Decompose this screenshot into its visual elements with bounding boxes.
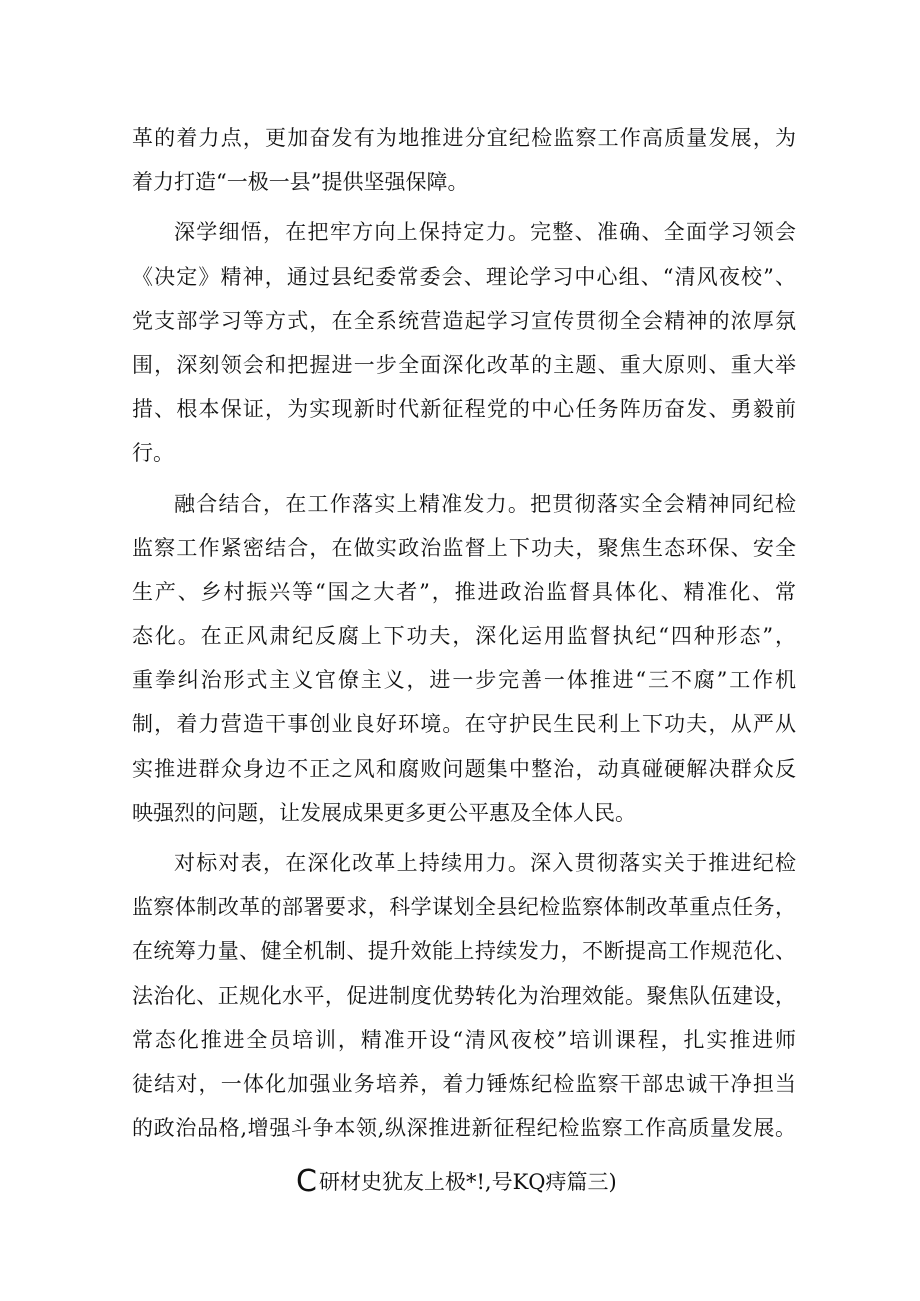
paragraph-2-line-1: 深学细悟，在把牢方向上保持定力。完整、准确、全面学习领会 bbox=[174, 220, 796, 245]
body-text bbox=[132, 116, 796, 1150]
paragraph-4-line-7: 的政治品格,增强斗争本领,纵深推进新征程纪检监察工作高质量发展。 bbox=[132, 1116, 796, 1141]
paragraph-3-line-2: 监察工作紧密结合，在做实政治监督上下功夫，聚焦生态环保、安全 bbox=[132, 535, 796, 560]
paragraph-2-line-2: 《决定》精神，通过县纪委常委会、理论学习中心组、“清风夜校”、 bbox=[132, 264, 796, 289]
paragraph-4-line-3: 在统筹力量、健全机制、提升效能上持续发力，不断提高工作规范化、 bbox=[132, 939, 796, 964]
paragraph-3-line-1: 融合结合，在工作落实上精准发力。把贯彻落实全会精神同纪检 bbox=[174, 491, 796, 516]
paragraph-2-line-6: 行。 bbox=[132, 441, 174, 466]
paragraph-4-line-5: 常态化推进全员培训，精准开设“清风夜校”培训课程，扎实推进师 bbox=[132, 1027, 796, 1052]
paragraph-2-line-3: 党支部学习等方式，在全系统营造起学习宣传贯彻全会精神的浓厚氛 bbox=[132, 308, 796, 333]
paragraph-3-line-4: 态化。在正风肃纪反腐上下功夫，深化运用监督执纪“四种形态”， bbox=[132, 624, 796, 649]
paragraph-2-line-5: 措、根本保证，为实现新时代新征程党的中心任务阵历奋发、勇毅前 bbox=[132, 397, 796, 422]
paragraph-3-line-7: 实推进群众身边不正之风和腐败问题集中整治，动真碰硬解决群众反 bbox=[132, 756, 796, 781]
section-subheading bbox=[296, 1158, 656, 1206]
paragraph-4-line-6: 徒结对，一体化加强业务培养，着力锤炼纪检监察干部忠诚干净担当 bbox=[132, 1071, 796, 1096]
subheading-lead-char: C bbox=[296, 1164, 317, 1199]
paragraph-3-line-6: 制，着力营造干事创业良好环境。在守护民生民利上下功夫，从严从 bbox=[132, 712, 796, 737]
paragraph-1-line-2: 着力打造“一极一县”提供坚强保障。 bbox=[132, 170, 469, 195]
paragraph-4-line-4: 法治化、正规化水平，促进制度优势转化为治理效能。聚焦队伍建设， bbox=[132, 983, 796, 1008]
paragraph-3-line-3: 生产、乡村振兴等“国之大者”，推进政治监督具体化、精准化、常 bbox=[132, 579, 796, 604]
subheading-text: 研材史犹友上极*!,号KQ痔篇三) bbox=[318, 1170, 617, 1194]
paragraph-3-line-8: 映强烈的问题，让发展成果更多更公平惠及全体人民。 bbox=[132, 800, 636, 825]
paragraph-4-line-2: 监察体制改革的部署要求，科学谋划全县纪检监察体制改革重点任务， bbox=[132, 895, 796, 920]
paragraph-2-line-4: 围，深刻领会和把握进一步全面深化改革的主题、重大原则、重大举 bbox=[132, 352, 796, 377]
paragraph-1-line-1: 革的着力点，更加奋发有为地推进分宜纪检监察工作高质量发展，为 bbox=[132, 126, 796, 150]
paragraph-4-line-1: 对标对表，在深化改革上持续用力。深入贯彻落实关于推进纪检 bbox=[174, 851, 796, 875]
paragraph-3-line-5: 重拳纠治形式主义官僚主义，进一步完善一体推进“三不腐”工作机 bbox=[132, 668, 796, 693]
